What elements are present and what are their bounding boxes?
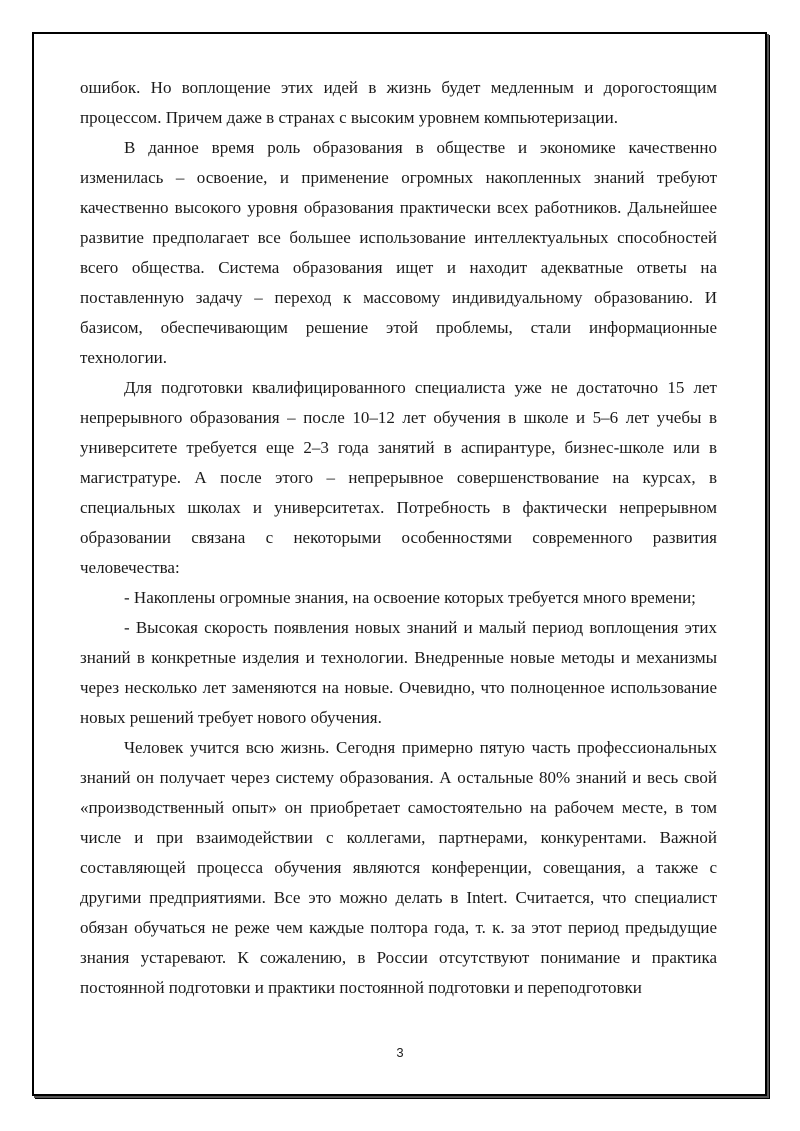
list-item-accumulated-knowledge: - Накоплены огромные знания, на освоение которых требуется много времени; xyxy=(124,588,696,607)
document-body xyxy=(80,73,717,1003)
paragraph-education-role: В данное время роль образования в обществе и экономике качественно изменилась – освоение, и применение огромных накопленных знаний требуют качественно высокого уровня образования практически всех работников. Дальнейшее развитие предполагает все большее использование интеллектуальных способностей всего общества. Система образования ищет и находит адекватные ответы на поставленную задачу – переход к массовому индивидуальному образованию. И базисом, обеспечивающим решение этой проблемы, стали информационные технологии. xyxy=(80,138,717,367)
paragraph-specialist-training: Для подготовки квалифицированного специалиста уже не достаточно 15 лет непрерывного образования – после 10–12 лет обучения в школе и 5–6 лет учебы в университете требуется еще 2–3 года занятий в аспирантуре, бизнес-школе или в магистратуре. А после этого – непрерывное совершенствование на курсах, в специальных школах и университетах. Потребность в фактически непрерывном образовании связана с некоторыми особенностями современного развития человечества: xyxy=(80,378,717,577)
page-number: 3 xyxy=(396,1045,404,1060)
list-item-new-knowledge-speed: - Высокая скорость появления новых знаний и малый период воплощения этих знаний в конкретные изделия и технологии. Внедренные новые методы и механизмы через несколько лет заменяются на новые. Очевидно, что полноценное использование новых решений требует нового обучения. xyxy=(80,618,717,727)
paragraph-lifelong-learning: Человек учится всю жизнь. Сегодня примерно пятую часть профессиональных знаний он получает через систему образования. А остальные 80% знаний и весь свой «производственный опыт» он приобретает самостоятельно на рабочем месте, в том числе и при взаимодействии с коллегами, партнерами, конкурентами. Важной составляющей процесса обучения являются конференции, совещания, а также с другими предприятиями. Все это можно делать в Intert. Считается, что специалист обязан обучаться не реже чем каждые полтора года, т. к. за этот период предыдущие знания устаревают. К сожалению, в России отсутствуют понимание и практика постоянной подготовки и практики постоянной подготовки и переподготовки xyxy=(80,738,717,997)
paragraph-continuation: ошибок. Но воплощение этих идей в жизнь будет медленным и дорогостоящим процессом. Причем даже в странах с высоким уровнем компьютеризации. xyxy=(80,78,717,127)
